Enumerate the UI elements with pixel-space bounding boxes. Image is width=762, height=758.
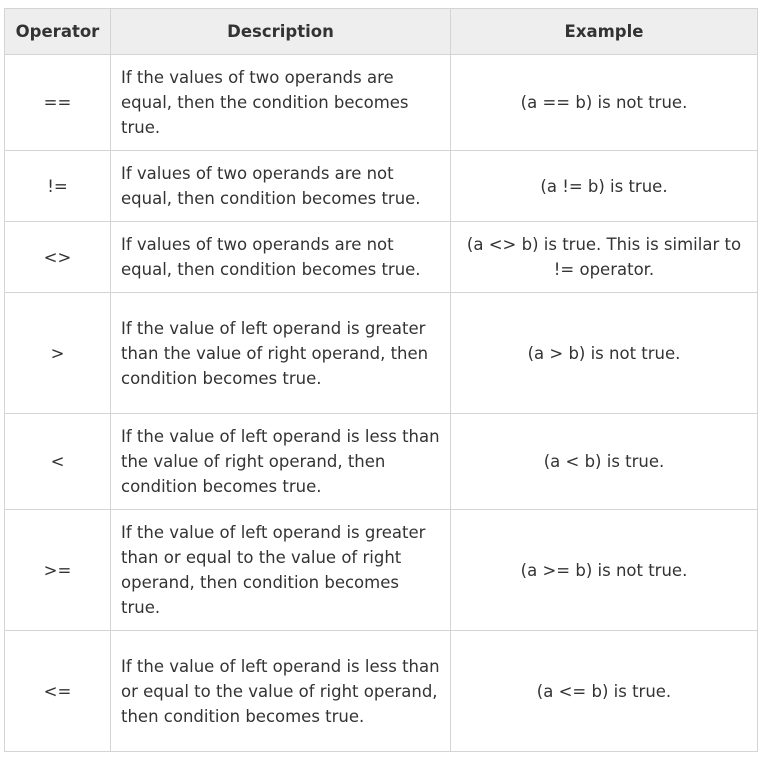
table-row — [5, 293, 758, 414]
table-row — [5, 631, 758, 752]
header-description: Description — [111, 9, 451, 55]
example-cell: (a <= b) is true. — [451, 631, 758, 752]
operator-cell: > — [5, 293, 111, 414]
description-cell: If the value of left operand is greater than the value of right operand, then condition becomes true. — [111, 293, 451, 414]
description-cell: If the value of left operand is greater than or equal to the value of right operand, then condition becomes true. — [111, 510, 451, 631]
table-row — [5, 414, 758, 510]
operator-cell: != — [5, 151, 111, 222]
operator-cell: <= — [5, 631, 111, 752]
operator-cell: <> — [5, 222, 111, 293]
description-cell: If the value of left operand is less than or equal to the value of right operand, then condition becomes true. — [111, 631, 451, 752]
example-cell: (a > b) is not true. — [451, 293, 758, 414]
header-operator: Operator — [5, 9, 111, 55]
table-row — [5, 55, 758, 151]
description-cell: If values of two operands are not equal, then condition becomes true. — [111, 222, 451, 293]
example-cell: (a == b) is not true. — [451, 55, 758, 151]
header-example: Example — [451, 9, 758, 55]
table-row — [5, 222, 758, 293]
header-row — [5, 9, 758, 55]
operator-cell: == — [5, 55, 111, 151]
table-row — [5, 510, 758, 631]
example-cell: (a != b) is true. — [451, 151, 758, 222]
operators-table — [4, 8, 758, 752]
table-container — [4, 8, 758, 752]
example-cell: (a <> b) is true. This is similar to != operator. — [451, 222, 758, 293]
table-row — [5, 151, 758, 222]
description-cell: If the value of left operand is less than the value of right operand, then condition becomes true. — [111, 414, 451, 510]
operator-cell: >= — [5, 510, 111, 631]
description-cell: If the values of two operands are equal, then the condition becomes true. — [111, 55, 451, 151]
example-cell: (a >= b) is not true. — [451, 510, 758, 631]
description-cell: If values of two operands are not equal, then condition becomes true. — [111, 151, 451, 222]
operator-cell: < — [5, 414, 111, 510]
example-cell: (a < b) is true. — [451, 414, 758, 510]
